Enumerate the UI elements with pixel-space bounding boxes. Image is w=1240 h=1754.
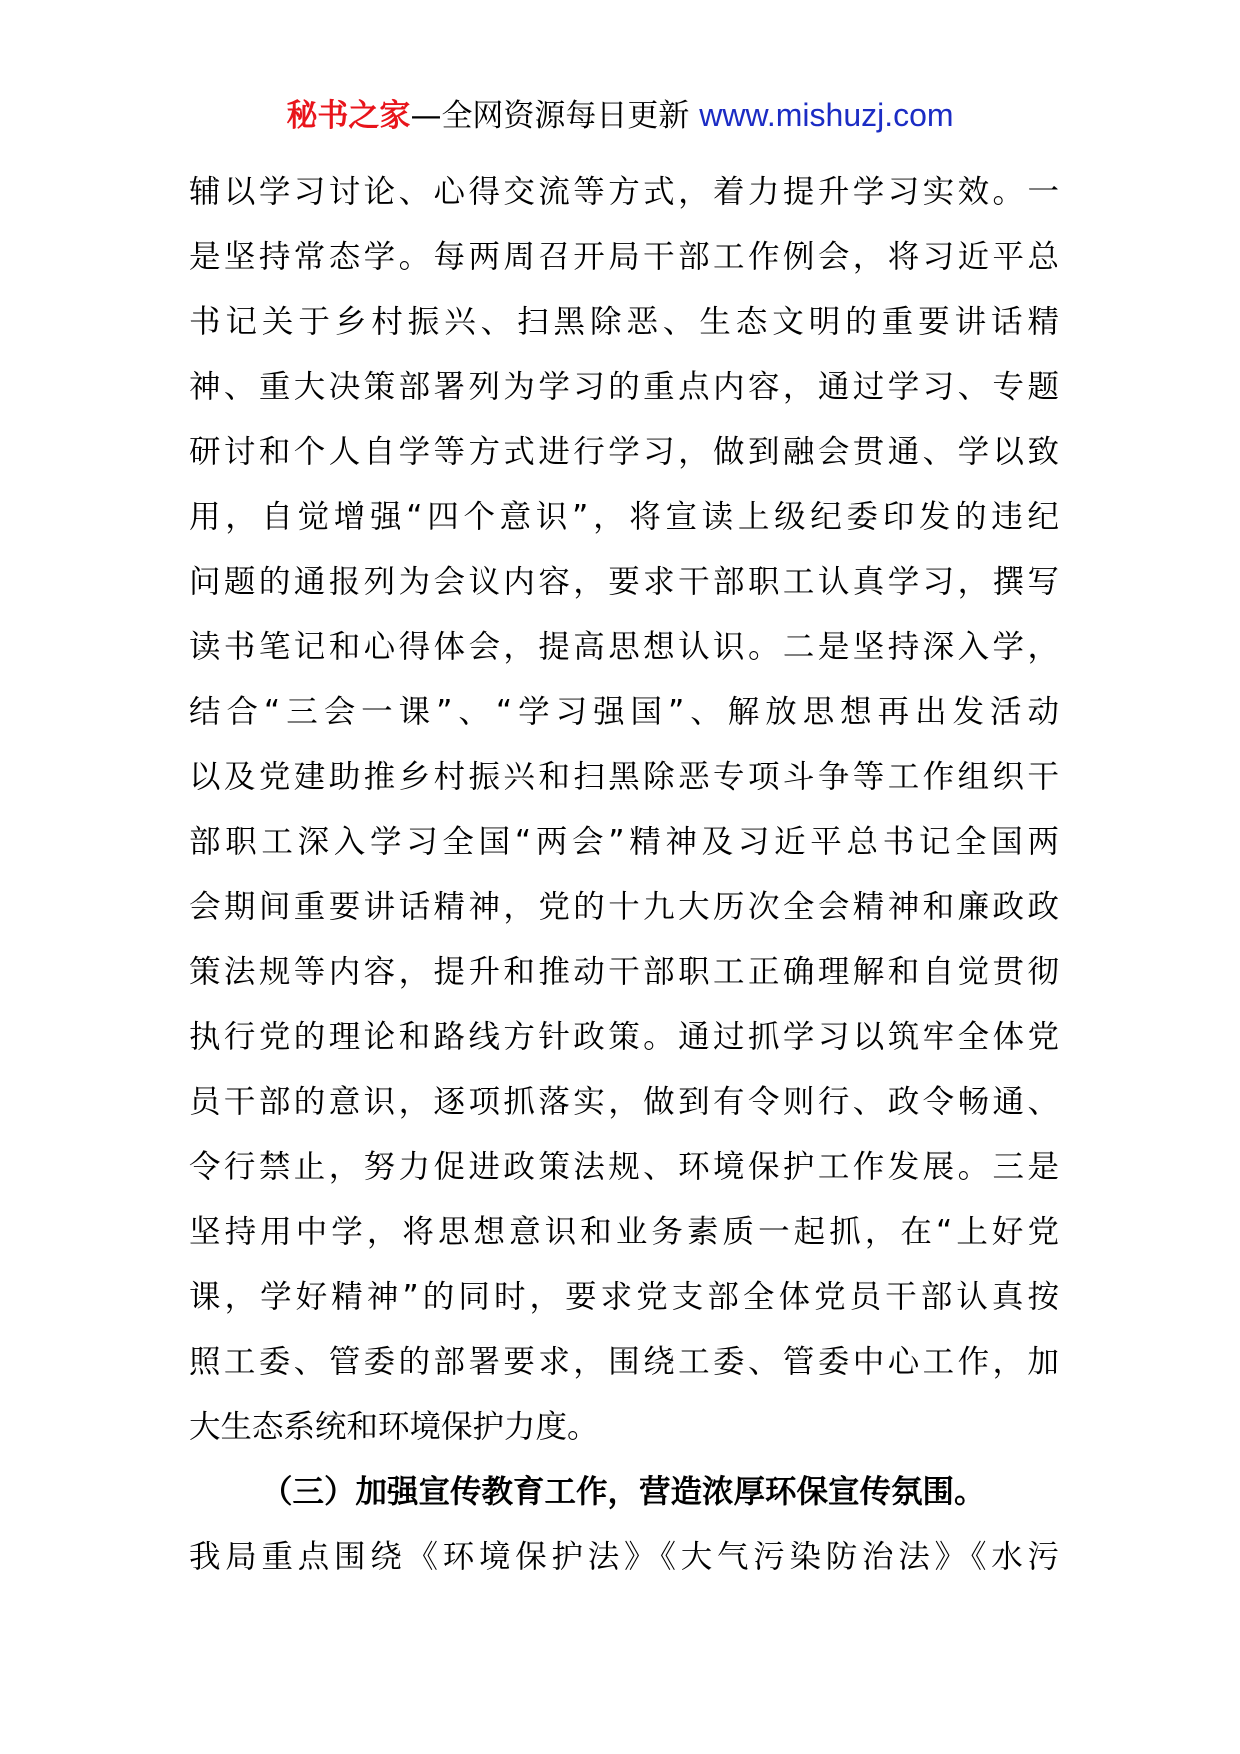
body-line: 执行党的理论和路线方针政策。通过抓学习以筑牢全体党 (189, 1019, 1059, 1055)
body-line: 照工委、管委的部署要求，围绕工委、管委中心工作，加 (189, 1344, 1059, 1380)
body-line: 策法规等内容，提升和推动干部职工正确理解和自觉贯彻 (189, 954, 1059, 990)
section-heading: （三）加强宣传教育工作，营造浓厚环保宣传氛围。 (261, 1474, 986, 1510)
body-line: 部职工深入学习全国“两会”精神及习近平总书记全国两 (189, 824, 1059, 860)
body-line: 研讨和个人自学等方式进行学习，做到融会贯通、学以致 (189, 434, 1059, 470)
site-brand: 秘书之家 (286, 98, 411, 134)
body-line: 员干部的意识，逐项抓落实，做到有令则行、政令畅通、 (189, 1084, 1059, 1120)
body-line: 用，自觉增强“四个意识”，将宣读上级纪委印发的违纪 (189, 499, 1059, 535)
page-header (0, 95, 1240, 136)
site-tagline: —全网资源每日更新 (410, 98, 700, 134)
body-line: 辅以学习讨论、心得交流等方式，着力提升学习实效。一 (189, 174, 1059, 210)
body-line: 坚持用中学，将思想意识和业务素质一起抓，在“上好党 (189, 1214, 1059, 1250)
document-body (189, 160, 1059, 1590)
body-line: 我局重点围绕《环境保护法》《大气污染防治法》《水污 (189, 1539, 1059, 1575)
body-line: 书记关于乡村振兴、扫黑除恶、生态文明的重要讲话精 (189, 304, 1059, 340)
body-line: 是坚持常态学。每两周召开局干部工作例会，将习近平总 (189, 239, 1059, 275)
body-line: 神、重大决策部署列为学习的重点内容，通过学习、专题 (189, 369, 1059, 405)
site-url-link[interactable]: www.mishuzj.com (699, 97, 954, 133)
body-line: 令行禁止，努力促进政策法规、环境保护工作发展。三是 (189, 1149, 1059, 1185)
body-line: 以及党建助推乡村振兴和扫黑除恶专项斗争等工作组织干 (189, 759, 1059, 795)
body-line: 结合“三会一课”、“学习强国”、解放思想再出发活动 (189, 694, 1059, 730)
body-line: 会期间重要讲话精神，党的十九大历次全会精神和廉政政 (189, 889, 1059, 925)
body-line: 课，学好精神”的同时，要求党支部全体党员干部认真按 (189, 1279, 1059, 1315)
body-line-last: 大生态系统和环境保护力度。 (189, 1409, 599, 1445)
body-line: 问题的通报列为会议内容，要求干部职工认真学习，撰写 (189, 564, 1059, 600)
body-line: 读书笔记和心得体会，提高思想认识。二是坚持深入学， (189, 629, 1059, 665)
